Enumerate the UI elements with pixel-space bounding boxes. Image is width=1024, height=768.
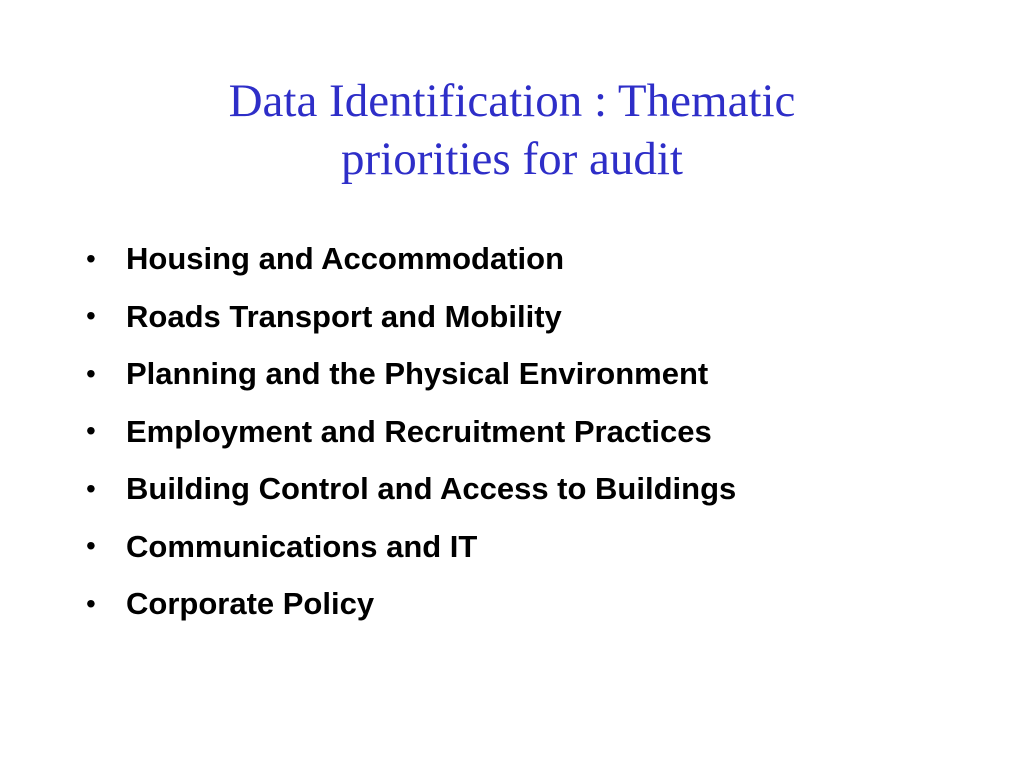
bullet-text: Planning and the Physical Environment bbox=[126, 356, 709, 392]
slide-title-line-1: Data Identification : Thematic bbox=[228, 75, 796, 127]
bullet-icon: • bbox=[86, 530, 96, 562]
bullet-text: Building Control and Access to Buildings bbox=[126, 471, 737, 507]
bullet-text: Employment and Recruitment Practices bbox=[126, 413, 712, 449]
bullet-text: Roads Transport and Mobility bbox=[126, 298, 562, 334]
bullet-icon: • bbox=[86, 415, 96, 447]
bullet-text: Corporate Policy bbox=[126, 586, 375, 622]
bullet-icon: • bbox=[86, 300, 96, 332]
bullet-text: Communications and IT bbox=[126, 528, 478, 564]
bullet-icon: • bbox=[86, 242, 96, 274]
slide-title bbox=[0, 72, 1024, 188]
slide-title-line-2: priorities for audit bbox=[341, 133, 683, 185]
bullet-text: Housing and Accommodation bbox=[126, 241, 565, 277]
bullet-icon: • bbox=[86, 357, 96, 389]
bullet-icon: • bbox=[86, 472, 96, 504]
bullet-icon: • bbox=[86, 587, 96, 619]
